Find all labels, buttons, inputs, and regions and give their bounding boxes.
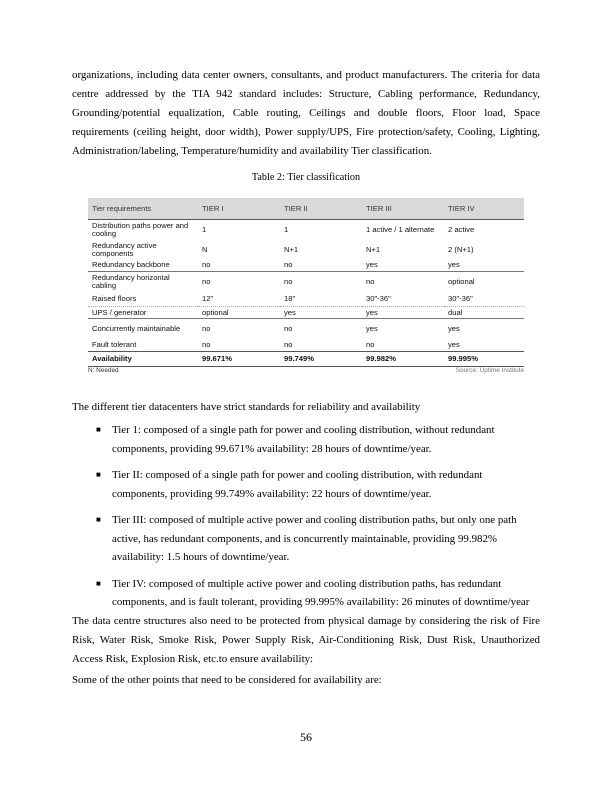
row-label: UPS / generator (92, 307, 147, 317)
header-tier-1: TIER I (198, 198, 280, 220)
row-label: Raised floors (88, 293, 198, 307)
table-cell: 30"-36" (444, 293, 524, 307)
row-label: Redundancy horizontal cabling (88, 272, 198, 293)
table-cell: 99.671% (198, 352, 280, 367)
table-row (88, 307, 524, 319)
table-cell: yes (362, 319, 444, 340)
row-label: Fault tolerant (92, 340, 137, 350)
list-item (96, 421, 540, 458)
table-cell: 12" (198, 293, 280, 307)
row-label: Availability (88, 352, 198, 367)
table-cell: no (284, 340, 293, 350)
other-points-text: Some of the other points that need to be considered for availability are: (72, 674, 382, 686)
table-cell: N (202, 244, 208, 254)
table-cell: no (202, 340, 211, 350)
table-cell: 2 (N+1) (448, 244, 474, 254)
table-row (88, 293, 524, 307)
table-cell: no (198, 272, 280, 293)
table-cell: 1 (284, 224, 289, 234)
availability-row (88, 352, 524, 367)
tiers-intro-text: The different tier datacenters have strict standards for reliability and availability (72, 401, 421, 413)
table-cell: yes (448, 340, 460, 350)
table-cell: no (280, 319, 362, 340)
table-cell: yes (284, 307, 296, 317)
table-row (88, 340, 524, 352)
list-item (96, 511, 540, 567)
table-cell: yes (448, 260, 460, 270)
table-header-row (88, 198, 524, 220)
list-item (96, 466, 540, 503)
tier-classification-table (88, 198, 524, 367)
table-row (88, 220, 524, 240)
protection-paragraph: The data centre structures also need to be protected from physical damage by considering the risk of Fire Risk, Water Risk, Smoke Risk, Power Supply Risk, Air-Conditioning Risk, Dust Risk, Unauthorized Access Risk, Explosion Risk, etc.to ensure availability: (72, 615, 540, 665)
table-cell: yes (366, 307, 378, 317)
header-tier-3: TIER III (362, 198, 444, 220)
table-caption: Table 2: Tier classification (251, 172, 361, 183)
table-cell: no (280, 272, 362, 293)
header-tier-requirements: Tier requirements (88, 198, 198, 220)
bullet-text: Tier 1: composed of a single path for power and cooling distribution, without redundant components, providing 99.671% availability: 28 hours of downtime/year. (112, 424, 495, 455)
table-cell: no (202, 260, 211, 270)
header-tier-2: TIER II (280, 198, 362, 220)
intro-paragraph: organizations, including data center owners, consultants, and product manufacturers. The criteria for data centre addressed by the TIA 942 standard includes: Structure, Cabling performance, Redundancy, Grounding/potential equalization, Cable routing, Ceilings and double floors, Floor load, Space requirements (ceiling height, door width), Power supply/UPS, Fire protection/safety, Cooling, Lighting, Administration/labeling, Temperature/humidity and availability Tier classification. (72, 69, 540, 157)
bullet-square-icon: ■ (96, 470, 101, 479)
list-item (96, 575, 540, 612)
table-cell: 99.995% (444, 352, 524, 367)
table-source-note: Source: Uptime Institute (455, 367, 524, 374)
bullet-text: Tier IV: composed of multiple active power and cooling distribution paths, has redundant components, and is fault tolerant, providing 99.995% availability: 26 minutes of downtime/year (112, 577, 530, 608)
bullet-text: Tier II: composed of a single path for power and cooling distribution, with redundant components, providing 99.749% availability: 22 hours of downtime/year. (112, 469, 483, 500)
bullet-square-icon: ■ (96, 578, 101, 588)
table-cell: no (366, 340, 375, 350)
table-cell: 18" (280, 293, 362, 307)
table-cell: N+1 (366, 244, 381, 254)
row-label: Concurrently maintainable (88, 319, 198, 340)
table-cell: optional (202, 307, 229, 317)
table-cell: N+1 (284, 244, 299, 254)
row-label: Redundancy backbone (92, 260, 170, 270)
table-cell: 30"-36" (362, 293, 444, 307)
table-cell: yes (366, 260, 378, 270)
table-row (88, 272, 524, 293)
row-label: Distribution paths power and cooling (92, 220, 189, 238)
table-footnote-needed: N: Needed (88, 367, 119, 374)
table-cell: 99.982% (362, 352, 444, 367)
table-cell: no (284, 260, 293, 270)
table-cell: 1 active / 1 alternate (366, 224, 435, 234)
table-row (88, 260, 524, 272)
page-number: 56 (300, 730, 312, 744)
table-cell: yes (444, 319, 524, 340)
table-cell: 1 (202, 224, 207, 234)
table-cell: 99.749% (280, 352, 362, 367)
table-row (88, 319, 524, 340)
table-cell: 2 active (448, 224, 475, 234)
bullet-square-icon: ■ (96, 425, 101, 434)
header-tier-4: TIER IV (444, 198, 524, 220)
table-cell: no (362, 272, 444, 293)
tier-bullet-list (96, 421, 540, 620)
table-cell: no (198, 319, 280, 340)
table-cell: dual (448, 307, 463, 317)
table-cell: optional (444, 272, 524, 293)
bullet-text: Tier III: composed of multiple active power and cooling distribution paths, but only one path active, has redundant components, and is concurrently maintainable, providing 99.982% availability: 1.5 hours of downtime/year. (112, 514, 517, 563)
row-label: Redundancy active components (92, 240, 157, 258)
table-row (88, 240, 524, 260)
bullet-square-icon: ■ (96, 515, 101, 524)
